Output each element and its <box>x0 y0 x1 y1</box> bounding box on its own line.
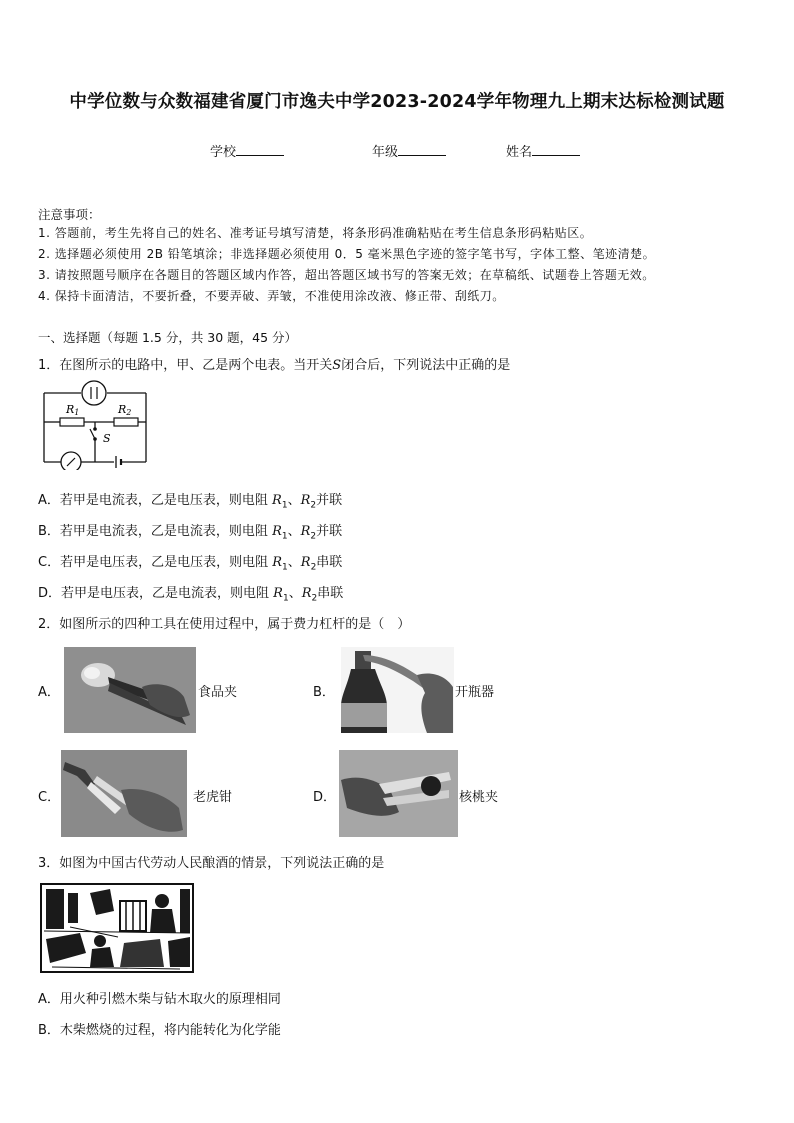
option-text: A．若甲是电流表，乙是电压表，则电阻 <box>38 493 273 508</box>
subscript: 2 <box>310 500 317 511</box>
q1-option-d <box>38 582 343 604</box>
section-heading: 一、选择题（每题 1.5 分，共 30 题，45 分） <box>38 330 298 345</box>
subscript: 2 <box>310 562 317 573</box>
option-text: 串联 <box>317 586 344 601</box>
q2-option-b-letter: B． <box>313 685 335 700</box>
option-text: B．若甲是电流表，乙是电流表，则电阻 <box>38 524 273 539</box>
r-symbol: R <box>272 493 282 508</box>
r1-label: R <box>66 403 75 416</box>
option-text: 并联 <box>316 524 343 539</box>
note-item: 3. 请按照题号顺序在各题目的答题区域内作答，超出答题区域书写的答案无效；在草稿纸、试题卷上答题无效。 <box>38 268 655 282</box>
subscript: 2 <box>311 593 318 604</box>
separator: 、 <box>287 524 301 539</box>
q2-option-c-letter: C． <box>38 790 61 805</box>
r-symbol: R <box>301 586 312 601</box>
r-symbol: R <box>273 586 283 601</box>
q1-stem-part: 闭合后，下列说法中正确的是 <box>341 358 511 373</box>
note-item: 4. 保持卡面清洁，不要折叠，不要弄破、弄皱，不准使用涂改液、修正带、刮纸刀。 <box>38 289 505 303</box>
svg-text:R1 <box>65 403 79 417</box>
name-field <box>506 141 580 160</box>
note-item: 2. 选择题必须使用 2B 铅笔填涂；非选择题必须使用 0．5 毫米黑色字迹的签字笔书写，字体工整、笔迹清楚。 <box>38 247 656 261</box>
notes-heading: 注意事项： <box>38 207 101 222</box>
subscript: 2 <box>310 531 317 542</box>
q1-stem-part: 1．在图所示的电路中，甲、乙是两个电表。当开关 <box>38 358 333 373</box>
r-symbol: R <box>272 555 283 570</box>
pliers-photo <box>61 750 187 837</box>
q3-option-a: A．用火种引燃木柴与钻木取火的原理相同 <box>38 992 281 1007</box>
question-3-stem: 3．如图为中国古代劳动人民酿酒的情景，下列说法正确的是 <box>38 856 385 871</box>
note-item: 1. 答题前，考生先将自己的姓名、准考证号填写清楚，将条形码准确粘贴在考生信息条形码粘贴区。 <box>38 226 593 240</box>
q2-option-d-label: 核桃夹 <box>459 790 499 805</box>
meter-yi-icon <box>61 452 81 470</box>
grade-field <box>372 141 446 160</box>
separator: 、 <box>288 586 302 601</box>
q1-switch-symbol: S <box>332 358 342 373</box>
resistor-r2-icon <box>114 418 138 426</box>
option-text: D．若甲是电压表，乙是电流表，则电阻 <box>38 586 274 601</box>
school-label: 学校 <box>210 145 237 160</box>
separator: 、 <box>287 555 301 570</box>
switch-label: S <box>103 432 111 445</box>
question-1-stem <box>38 354 510 373</box>
grade-blank <box>398 143 446 156</box>
separator: 、 <box>287 493 301 508</box>
q2-option-d-letter: D． <box>313 790 337 805</box>
bottle-opener-photo <box>341 647 454 733</box>
q2-option-c-label: 老虎钳 <box>193 790 233 805</box>
school-field <box>210 141 284 160</box>
subscript: 1 <box>281 500 288 511</box>
r-symbol: R <box>300 493 311 508</box>
r2-label: R <box>118 403 127 416</box>
food-tongs-photo <box>64 647 196 733</box>
meter-jia-icon <box>82 381 106 405</box>
exam-title: 中学位数与众数福建省厦门市逸夫中学2023-2024学年物理九上期末达标检测试题 <box>69 92 725 112</box>
r2-subscript: 2 <box>126 408 132 417</box>
svg-text:R2 <box>117 403 131 417</box>
r-symbol: R <box>300 524 311 539</box>
name-blank <box>532 143 580 156</box>
subscript: 1 <box>282 593 289 604</box>
circuit-diagram <box>40 378 152 470</box>
q1-option-a <box>38 489 342 511</box>
r1-subscript: 1 <box>74 408 80 417</box>
r-symbol: R <box>272 524 282 539</box>
name-label: 姓名 <box>506 145 533 160</box>
grade-label: 年级 <box>372 145 399 160</box>
q2-option-a-letter: A． <box>38 685 60 700</box>
subscript: 1 <box>282 562 288 573</box>
resistor-r1-icon <box>60 418 84 426</box>
option-text: 串联 <box>316 555 343 570</box>
option-text: 并联 <box>316 493 343 508</box>
q2-option-b-label: 开瓶器 <box>455 685 495 700</box>
option-text: C．若甲是电压表，乙是电压表，则电阻 <box>38 555 273 570</box>
q1-option-c <box>38 551 342 573</box>
q2-option-a-label: 食品夹 <box>198 685 238 700</box>
question-2-stem: 2．如图所示的四种工具在使用过程中，属于费力杠杆的是（ ） <box>38 617 411 632</box>
school-blank <box>236 143 284 156</box>
nutcracker-photo <box>339 750 458 837</box>
ancient-winemaking-woodcut <box>40 883 194 973</box>
r-symbol: R <box>300 555 311 570</box>
q1-option-b <box>38 520 342 542</box>
subscript: 1 <box>281 531 288 542</box>
q3-option-b: B．木柴燃烧的过程，将内能转化为化学能 <box>38 1023 281 1038</box>
